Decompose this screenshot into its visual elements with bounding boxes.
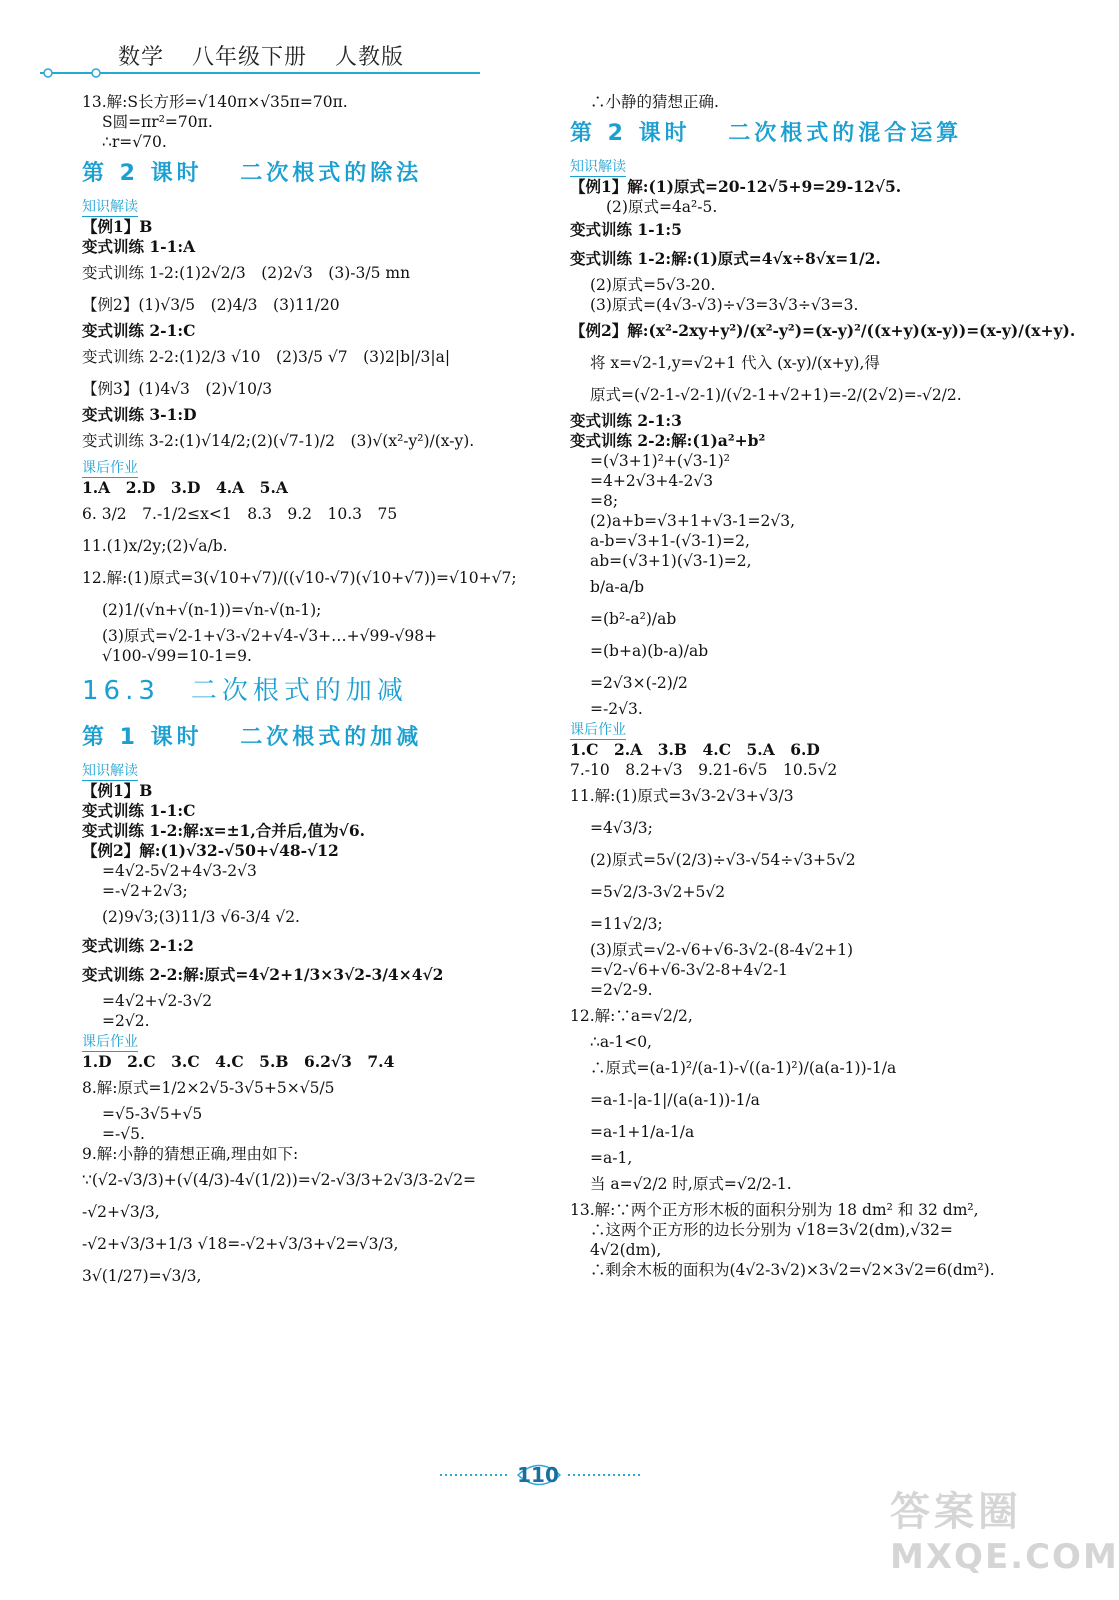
answer-line: (2)原式=5√3-20. <box>590 276 716 294</box>
answer-line: 【例1】B <box>82 217 153 236</box>
section-label: 课后作业 <box>82 1034 138 1050</box>
answer-line: 4√2(dm), <box>590 1241 662 1259</box>
answer-line: 6. 3/2 7.-1/2≤x<1 8.3 9.2 10.3 75 <box>82 505 398 523</box>
header-edition: 人教版 <box>335 45 405 70</box>
section-title: 16.3 二次根式的加减 <box>82 676 408 706</box>
answer-line: 【例2】解:(1)√32-√50+√48-√12 <box>82 841 339 860</box>
answer-line: 1.C 2.A 3.B 4.C 5.A 6.D <box>570 740 820 759</box>
answer-line: 变式训练 2-1:C <box>82 321 196 340</box>
answer-line: 变式训练 1-1:5 <box>570 220 682 239</box>
answer-line: =(b+a)(b-a)/ab <box>590 642 709 660</box>
answer-line: 12.解:(1)原式=3(√10+√7)/((√10-√7)(√10+√7))=√10+√7; <box>82 569 517 587</box>
answer-line: (2)原式=4a²-5. <box>606 198 718 216</box>
answer-line: 变式训练 2-2:解:原式=4√2+1/3×3√2-3/4×4√2 <box>82 965 444 984</box>
answer-line: =√2-√6+√6-3√2-8+4√2-1 <box>590 961 789 979</box>
answer-line: 变式训练 1-2:解:(1)原式=4√x÷8√x=1/2. <box>570 249 881 268</box>
page-header <box>118 40 424 71</box>
answer-line: ∴a-1<0, <box>590 1033 652 1051</box>
answer-line: =-2√3. <box>590 700 643 718</box>
answer-line: 8.解:原式=1/2×2√5-3√5+5×√5/5 <box>82 1079 335 1097</box>
answer-line: =11√2/3; <box>590 915 663 933</box>
answer-line: 变式训练 3-2:(1)√14/2;(2)(√7-1)/2 (3)√(x²-y²)/(x-y). <box>82 432 475 450</box>
answer-line: (2)a+b=√3+1+√3-1=2√3, <box>590 512 796 530</box>
answer-line: =4√3/3; <box>590 819 653 837</box>
answer-line: 【例3】(1)4√3 (2)√10/3 <box>82 380 273 398</box>
answer-line: ∴原式=(a-1)²/(a-1)-√((a-1)²)/(a(a-1))-1/a <box>590 1059 897 1077</box>
section-label-row <box>570 156 1050 177</box>
section-label-row <box>82 457 552 478</box>
answer-line: =(√3+1)²+(√3-1)² <box>590 452 731 470</box>
answer-line: 变式训练 2-2:解:(1)a²+b² <box>570 431 766 450</box>
left-column <box>82 92 552 1292</box>
page-number: 110 <box>517 1463 559 1487</box>
answer-line: =4√2+√2-3√2 <box>102 992 213 1010</box>
answer-line: 7.-10 8.2+√3 9.21-6√5 10.5√2 <box>570 761 838 779</box>
answer-line: =4√2-5√2+4√3-2√3 <box>102 862 257 880</box>
answer-line: ab=(√3+1)(√3-1)=2, <box>590 552 752 570</box>
answer-line: 9.解:小静的猜想正确,理由如下: <box>82 1145 299 1163</box>
answer-line: 【例2】(1)√3/5 (2)4/3 (3)11/20 <box>82 296 340 314</box>
answer-line: =2√2-9. <box>590 981 653 999</box>
answer-line: -√2+√3/3, <box>82 1203 160 1221</box>
answer-line: 3√(1/27)=√3/3, <box>82 1267 202 1285</box>
answer-line: b/a-a/b <box>590 578 645 596</box>
answer-line: 1.A 2.D 3.D 4.A 5.A <box>82 478 288 497</box>
section-label: 知识解读 <box>570 159 626 175</box>
answer-line: =4+2√3+4-2√3 <box>590 472 714 490</box>
answer-line: -√2+√3/3+1/3 √18=-√2+√3/3+√2=√3/3, <box>82 1235 399 1253</box>
answer-line: 变式训练 1-2:(1)2√2/3 (2)2√3 (3)-3/5 mn <box>82 264 411 282</box>
answer-line: =a-1, <box>590 1149 633 1167</box>
answer-line: 原式=(√2-1-√2-1)/(√2-1+√2+1)=-2/(2√2)=-√2/2. <box>590 386 962 404</box>
answer-line: (3)原式=(4√3-√3)÷√3=3√3÷√3=3. <box>590 296 859 314</box>
answer-line: 变式训练 2-1:2 <box>82 936 194 955</box>
section-label: 课后作业 <box>570 722 626 738</box>
answer-line: (2)1/(√n+√(n-1))=√n-√(n-1); <box>102 601 322 619</box>
answer-line: 11.解:(1)原式=3√3-2√3+√3/3 <box>570 787 794 805</box>
answer-line: 变式训练 1-1:C <box>82 801 196 820</box>
header-subject: 数学 <box>118 45 165 70</box>
answer-line: ∴r=√70. <box>102 133 167 151</box>
watermark <box>890 1480 1119 1590</box>
answer-line: 变式训练 3-1:D <box>82 405 197 424</box>
answer-line: 【例1】解:(1)原式=20-12√5+9=29-12√5. <box>570 177 902 196</box>
answer-line: =5√2/3-3√2+5√2 <box>590 883 726 901</box>
answer-line: =2√3×(-2)/2 <box>590 674 688 692</box>
header-decoration <box>40 68 480 78</box>
answer-line: 1.D 2.C 3.C 4.C 5.B 6.2√3 7.4 <box>82 1052 395 1071</box>
answer-line: =(b²-a²)/ab <box>590 610 677 628</box>
answer-line: 13.解:∵两个正方形木板的面积分别为 18 dm² 和 32 dm², <box>570 1201 979 1219</box>
answer-line: 13.解:S长方形=√140π×√35π=70π. <box>82 93 348 111</box>
answer-line: a-b=√3+1-(√3-1)=2, <box>590 532 750 550</box>
section-label: 课后作业 <box>82 460 138 476</box>
answer-line: (3)原式=√2-1+√3-√2+√4-√3+…+√99-√98+ <box>102 627 438 645</box>
answer-line: 12.解:∵a=√2/2, <box>570 1007 693 1025</box>
answer-line: 当 a=√2/2 时,原式=√2/2-1. <box>590 1175 792 1193</box>
section-label-row <box>82 196 552 217</box>
answer-line: 变式训练 2-2:(1)2/3 √10 (2)3/5 √7 (3)2|b|/3|a| <box>82 348 451 366</box>
section-label-row <box>570 719 1050 740</box>
watermark-line1: 答案圈 <box>890 1489 1022 1535</box>
header-grade: 八年级下册 <box>192 45 308 70</box>
answer-line: √100-√99=10-1=9. <box>102 647 252 665</box>
answer-line: S圆=πr²=70π. <box>102 113 213 131</box>
section-title: 第 2 课时 二次根式的除法 <box>82 161 423 186</box>
answer-line: 【例2】解:(x²-2xy+y²)/(x²-y²)=(x-y)²/((x+y)(x-y))=(x-y)/(x+y). <box>570 321 1076 340</box>
answer-line: ∴这两个正方形的边长分别为 √18=3√2(dm),√32= <box>590 1221 953 1239</box>
answer-line: 变式训练 1-2:解:x=±1,合并后,值为√6. <box>82 821 366 840</box>
answer-line: =2√2. <box>102 1012 150 1030</box>
answer-line: (2)原式=5√(2/3)÷√3-√54÷√3+5√2 <box>590 851 856 869</box>
section-title: 第 1 课时 二次根式的加减 <box>82 725 423 750</box>
section-label: 知识解读 <box>82 763 138 779</box>
answer-line: =-√5. <box>102 1125 145 1143</box>
answer-line: =a-1-|a-1|/(a(a-1))-1/a <box>590 1091 760 1109</box>
answer-line: =-√2+2√3; <box>102 882 188 900</box>
answer-line: =8; <box>590 492 619 510</box>
answer-line: ∵(√2-√3/3)+(√(4/3)-4√(1/2))=√2-√3/3+2√3/3-2√2= <box>82 1171 477 1189</box>
answer-line: (2)9√3;(3)11/3 √6-3/4 √2. <box>102 908 300 926</box>
answer-line: 变式训练 1-1:A <box>82 237 196 256</box>
answer-line: 【例1】B <box>82 781 153 800</box>
answer-line: 变式训练 2-1:3 <box>570 411 682 430</box>
section-label-row <box>82 760 552 781</box>
right-column <box>570 92 1076 1280</box>
answer-line: =a-1+1/a-1/a <box>590 1123 695 1141</box>
answer-line: 将 x=√2-1,y=√2+1 代入 (x-y)/(x+y),得 <box>590 354 880 372</box>
answer-line: ∴小静的猜想正确. <box>590 93 719 111</box>
section-label-row <box>82 1031 552 1052</box>
answer-line: =√5-3√5+√5 <box>102 1105 203 1123</box>
section-title: 第 2 课时 二次根式的混合运算 <box>570 121 963 146</box>
section-label: 知识解读 <box>82 199 138 215</box>
answer-line: ∴剩余木板的面积为(4√2-3√2)×3√2=√2×3√2=6(dm²). <box>590 1261 995 1279</box>
answer-line: 11.(1)x/2y;(2)√a/b. <box>82 537 228 555</box>
watermark-line2: MXQE.COM <box>890 1537 1119 1577</box>
answer-line: (3)原式=√2-√6+√6-3√2-(8-4√2+1) <box>590 941 854 959</box>
